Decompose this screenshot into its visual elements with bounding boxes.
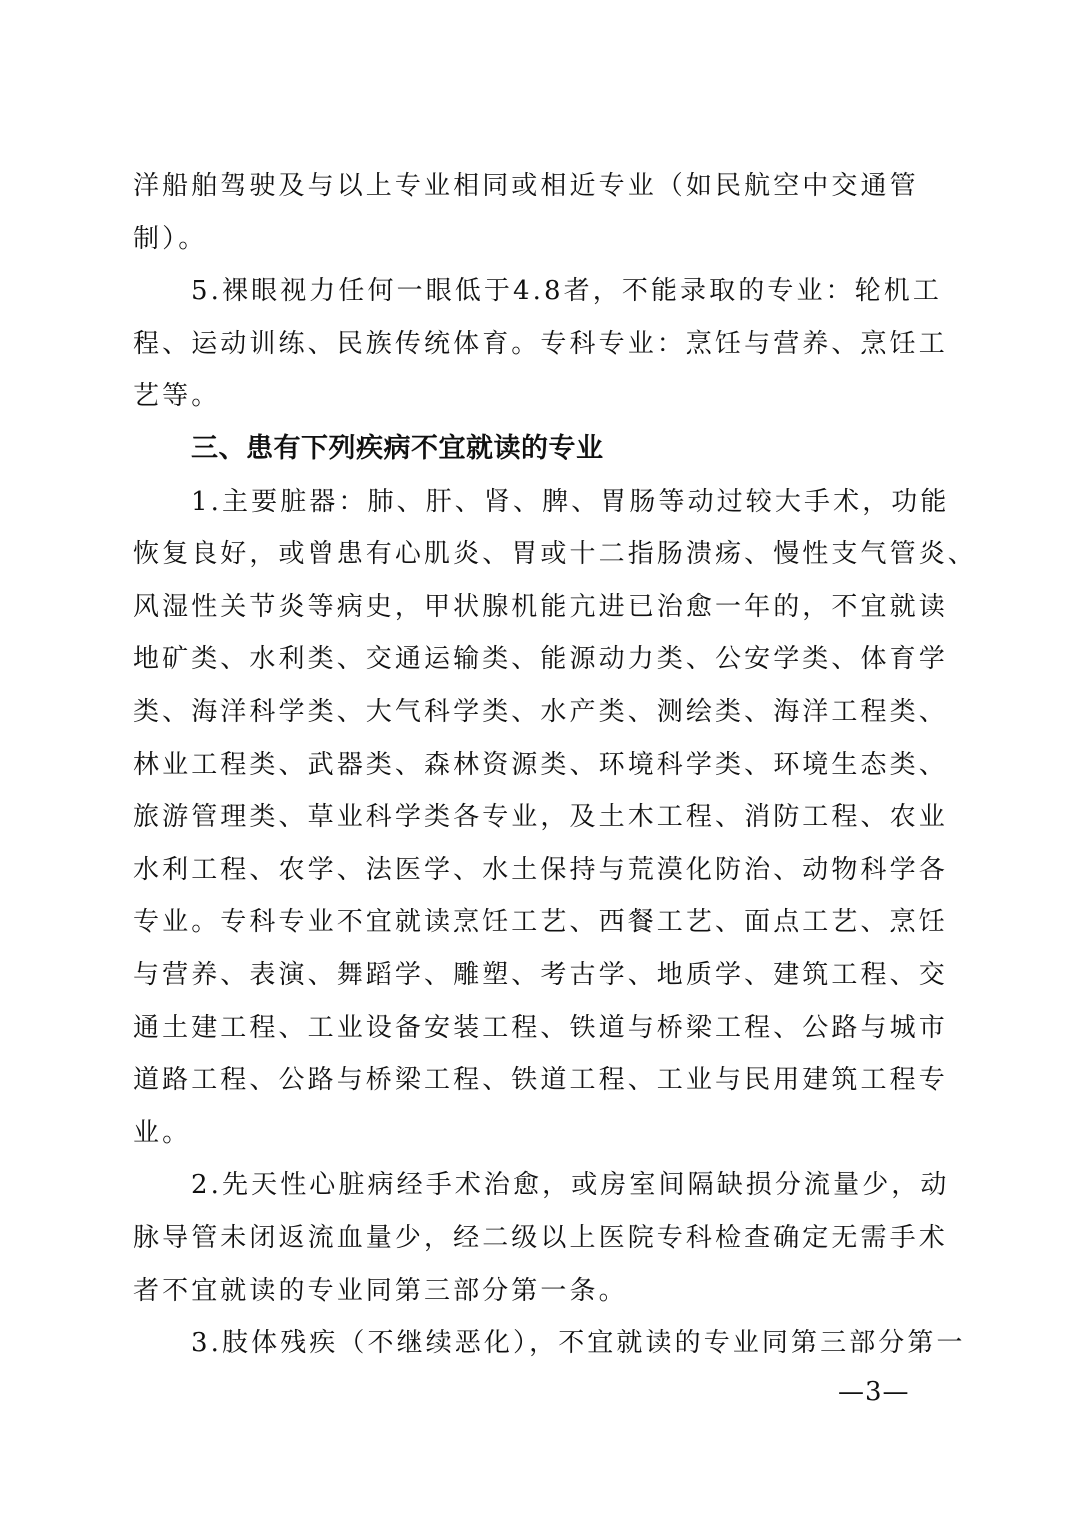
text-line: 通土建工程、工业设备安装工程、铁道与桥梁工程、公路与城市 [133, 1012, 948, 1043]
text-line: 水利工程、农学、法医学、水土保持与荒漠化防治、动物科学各 [133, 854, 948, 885]
text-line: 制）。 [133, 223, 208, 254]
text-line: 地矿类、水利类、交通运输类、能源动力类、公安学类、体育学 [133, 644, 948, 675]
text-line: 类、海洋科学类、大气科学类、水产类、测绘类、海洋工程类、 [133, 697, 948, 727]
page-number: —3— [838, 1377, 910, 1407]
text-line: 恢复良好，或曾患有心肌炎、胃或十二指肠溃疡、慢性支气管炎、 [133, 539, 977, 570]
text-line: 脉导管未闭返流血量少，经二级以上医院专科检查确定无需手术 [133, 1223, 948, 1253]
text-line: 1.主要脏器：肺、肝、肾、脾、胃肠等动过较大手术，功能 [191, 486, 950, 517]
section-heading: 三、患有下列疾病不宜就读的专业 [191, 433, 604, 464]
text-line: 艺等。 [133, 381, 221, 412]
text-line: 风湿性关节炎等病史，甲状腺机能亢进已治愈一年的，不宜就读 [133, 591, 948, 622]
text-line: 业。 [133, 1117, 192, 1148]
text-line: 专业。专科专业不宜就读烹饪工艺、西餐工艺、面点工艺、烹饪 [133, 907, 948, 938]
text-line: 与营养、表演、舞蹈学、雕塑、考古学、地质学、建筑工程、交 [133, 960, 948, 990]
text-line: 2.先天性心脏病经手术治愈，或房室间隔缺损分流量少，动 [191, 1170, 950, 1201]
text-line: 程、运动训练、民族传统体育。专科专业：烹饪与营养、烹饪工 [133, 328, 948, 359]
text-line: 洋船舶驾驶及与以上专业相同或相近专业（如民航空中交通管 [133, 171, 919, 201]
text-line: 者不宜就读的专业同第三部分第一条。 [133, 1275, 628, 1306]
text-line: 3.肢体残疾（不继续恶化），不宜就读的专业同第三部分第一 [191, 1328, 966, 1359]
text-line: 林业工程类、武器类、森林资源类、环境科学类、环境生态类、 [133, 749, 948, 780]
text-line: 旅游管理类、草业科学类各专业，及土木工程、消防工程、农业 [133, 802, 948, 833]
text-line: 5.裸眼视力任何一眼低于4.8者，不能录取的专业：轮机工 [191, 276, 942, 307]
text-line: 道路工程、公路与桥梁工程、铁道工程、工业与民用建筑工程专 [133, 1065, 948, 1096]
